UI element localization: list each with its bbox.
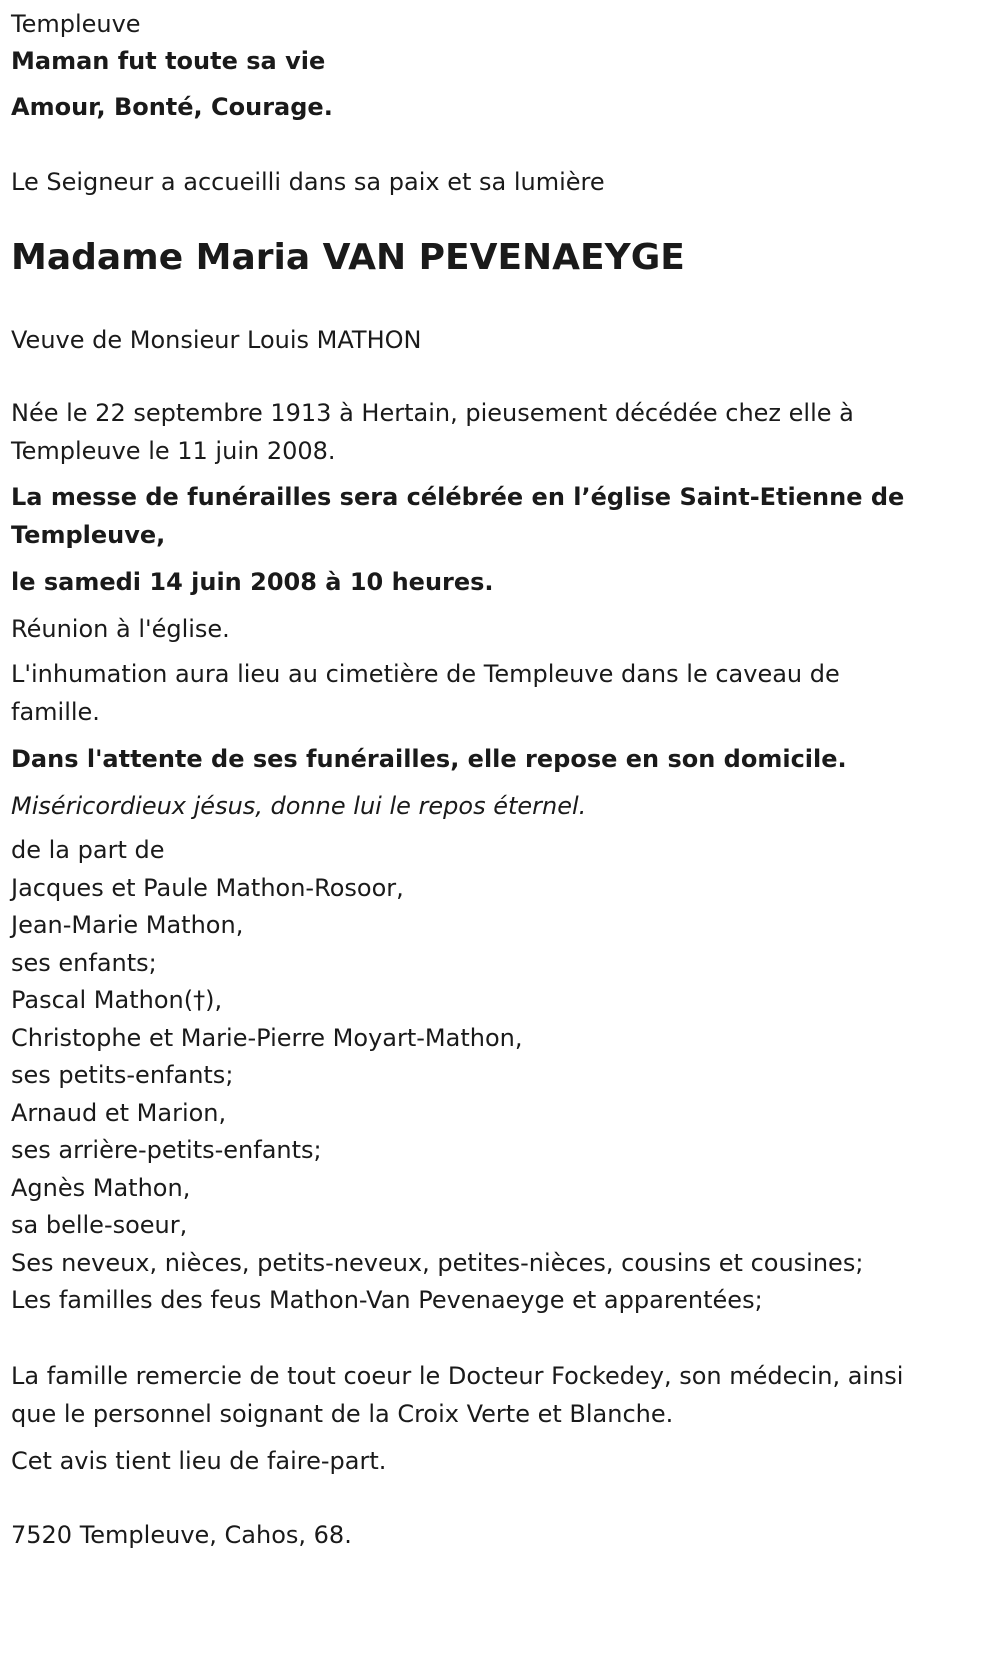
list-item: Arnaud et Marion, — [11, 1098, 227, 1127]
rest-text: Dans l'attente de ses funérailles, elle repose en son domicile. — [11, 745, 847, 773]
list-item: Ses neveux, nièces, petits-neveux, petites-nièces, cousins et cousines; — [11, 1248, 864, 1277]
list-item: Agnès Mathon, — [11, 1173, 191, 1202]
list-item: Christophe et Marie-Pierre Moyart-Mathon, — [11, 1023, 523, 1052]
notice-text: Cet avis tient lieu de faire-part. — [11, 1447, 387, 1475]
burial-text: L'inhumation aura lieu au cimetière de Templeuve dans le caveau de famille. — [11, 660, 840, 726]
family-list — [11, 832, 971, 1320]
list-item: ses petits-enfants; — [11, 1061, 234, 1089]
list-item: Jacques et Paule Mathon-Rosoor, — [11, 873, 404, 902]
location-heading: Templeuve — [11, 10, 141, 38]
funeral-date-text: le samedi 14 juin 2008 à 10 heures. — [11, 568, 494, 596]
meeting-text: Réunion à l'église. — [11, 615, 230, 643]
list-item: ses arrière-petits-enfants; — [11, 1136, 322, 1164]
widow-of-text: Veuve de Monsieur Louis MATHON — [11, 326, 422, 354]
funeral-mass-text: La messe de funérailles sera célébrée en l’église Saint-Etienne de Templeuve, — [11, 483, 905, 549]
family-intro: de la part de — [11, 836, 165, 864]
list-item: Jean-Marie Mathon, — [11, 911, 244, 939]
address-text: 7520 Templeuve, Cahos, 68. — [11, 1521, 352, 1549]
list-item: ses enfants; — [11, 948, 157, 977]
birth-death-text: Née le 22 septembre 1913 à Hertain, pieusement décédée chez elle à Templeuve le 11 juin 2008. — [11, 399, 854, 465]
prayer-text: Miséricordieux jésus, donne lui le repos éternel. — [11, 792, 587, 820]
motto-line-1: Maman fut toute sa vie — [11, 47, 326, 75]
thanks-text: La famille remercie de tout coeur le Docteur Fockedey, son médecin, ainsi que le personnel soignant de la Croix Verte et Blanche. — [11, 1362, 904, 1428]
list-item: sa belle-soeur, — [11, 1211, 188, 1239]
intro-text: Le Seigneur a accueilli dans sa paix et sa lumière — [11, 168, 605, 196]
list-item: Les familles des feus Mathon-Van Pevenaeyge et apparentées; — [11, 1286, 763, 1314]
list-item: Pascal Mathon(†), — [11, 986, 223, 1014]
motto-line-2: Amour, Bonté, Courage. — [11, 93, 333, 121]
deceased-name: Madame Maria VAN PEVENAEYGE — [11, 237, 685, 278]
